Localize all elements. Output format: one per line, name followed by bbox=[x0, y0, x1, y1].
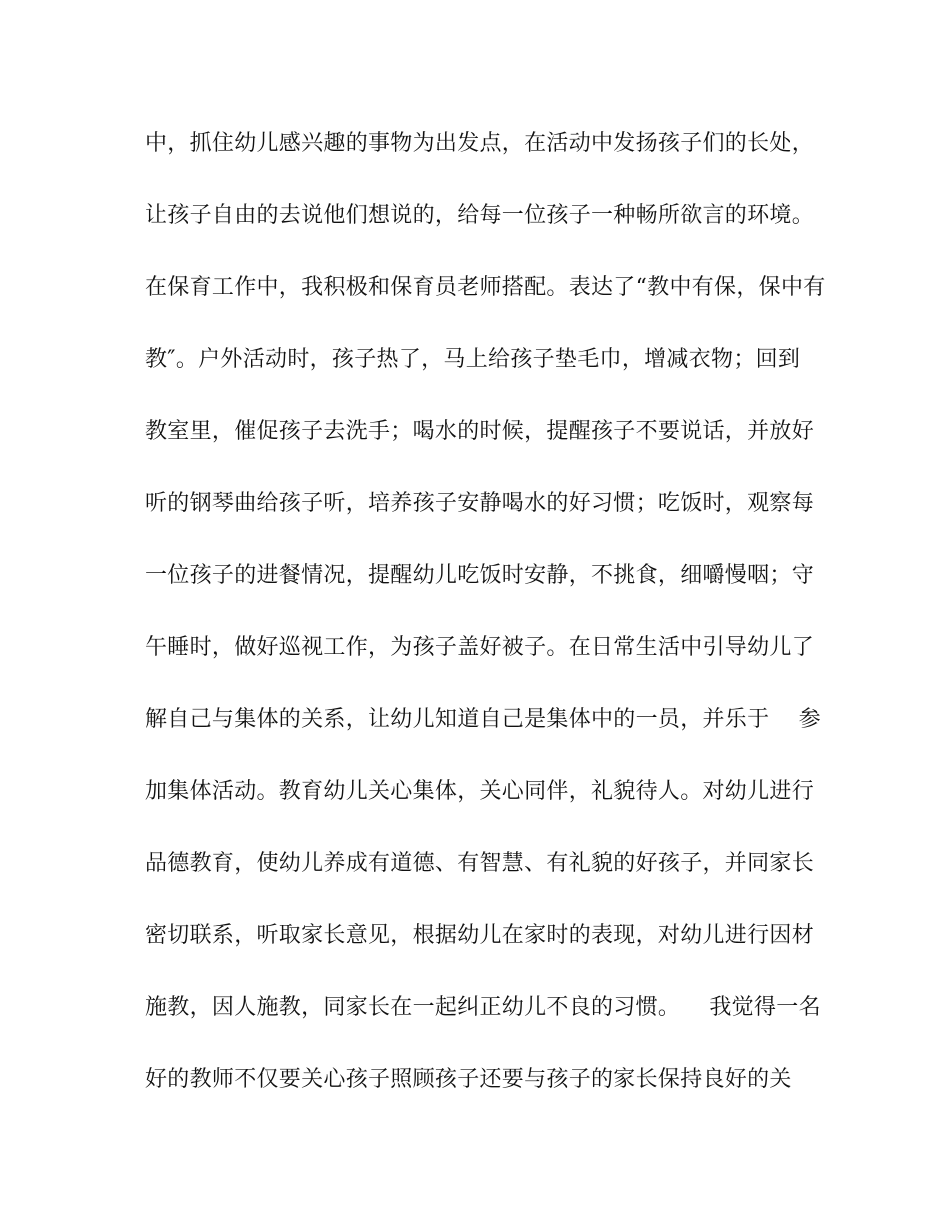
text-line: 在保育工作中，我积极和保育员老师搭配。表达了“教中有保，保中有 bbox=[145, 275, 826, 300]
text-line: 密切联系，听取家长意见，根据幼儿在家时的表现，对幼儿进行因材 bbox=[145, 923, 815, 948]
text-line: 品德教育，使幼儿养成有道德、有智慧、有礼貌的好孩子，并同家长 bbox=[145, 851, 815, 876]
text-line: 施教，因人施教，同家长在一起纠正幼儿不良的习惯。 我觉得一名 bbox=[145, 995, 821, 1020]
text-line: 中，抓住幼儿感兴趣的事物为出发点，在活动中发扬孩子们的长处， bbox=[145, 131, 815, 156]
body-text bbox=[145, 117, 826, 1125]
text-line: 午睡时，做好巡视工作，为孩子盖好被子。在日常生活中引导幼儿了 bbox=[145, 635, 815, 660]
text-line: 听的钢琴曲给孩子听，培养孩子安静喝水的好习惯；吃饭时，观察每 bbox=[145, 491, 815, 516]
text-line: 教″。户外活动时，孩子热了，马上给孩子垫毛巾，增减衣物；回到 bbox=[145, 347, 801, 372]
text-line: 加集体活动。教育幼儿关心集体，关心同伴，礼貌待人。对幼儿进行 bbox=[145, 779, 815, 804]
text-line: 教室里，催促孩子去洗手；喝水的时候，提醒孩子不要说话，并放好 bbox=[145, 419, 815, 444]
text-line: 一位孩子的进餐情况，提醒幼儿吃饭时安静，不挑食，细嚼慢咽；守 bbox=[145, 563, 815, 588]
text-line: 让孩子自由的去说他们想说的，给每一位孩子一种畅所欲言的环境。 bbox=[145, 203, 815, 228]
text-line: 解自己与集体的关系，让幼儿知道自己是集体中的一员，并乐于 参 bbox=[145, 707, 821, 732]
text-line: 好的教师不仅要关心孩子照顾孩子还要与孩子的家长保持良好的关 bbox=[145, 1067, 792, 1092]
